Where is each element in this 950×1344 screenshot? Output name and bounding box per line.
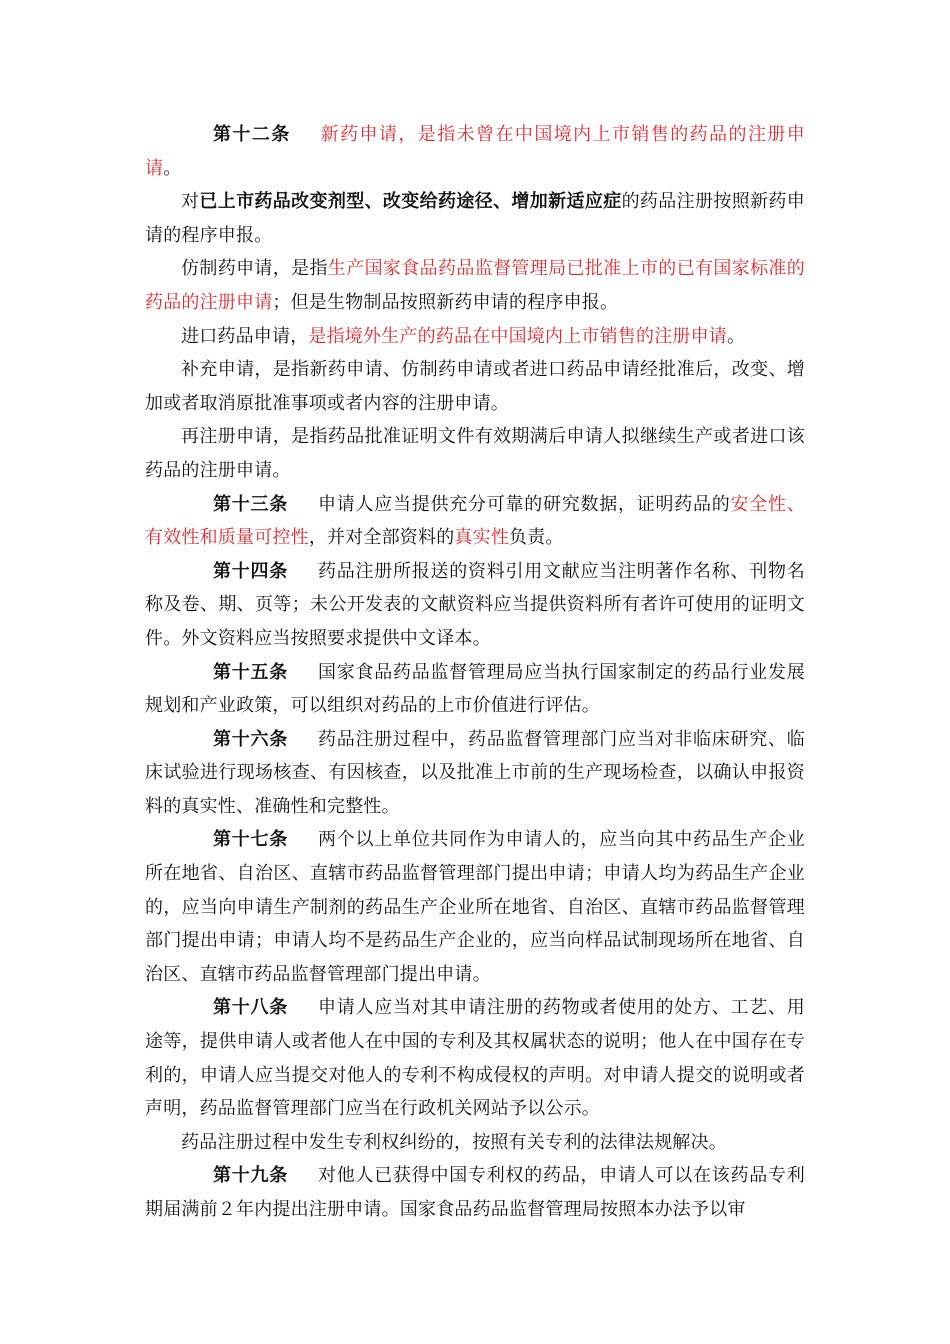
- body-paragraph: [145, 252, 805, 319]
- bold-text: 已上市药品改变剂型、改变给药途径、增加新适应症: [199, 191, 622, 213]
- article-paragraph: [145, 118, 805, 185]
- text-run: 申请人应当提供充分可靠的研究数据，证明药品的: [318, 493, 731, 515]
- text-run: 。: [727, 325, 746, 347]
- text-run: ，并对全部资料的: [308, 527, 455, 549]
- highlighted-text: 是指境外生产的药品在中国境内上市销售的注册申请: [308, 325, 728, 347]
- article-number: 第十八条: [213, 997, 289, 1019]
- text-run: 再注册申请，是指药品批准证明文件有效期满后申请人拟继续生产或者进口该药品的注册申请。: [145, 426, 805, 481]
- text-run: 国家食品药品监督管理局应当执行国家制定的药品行业发展规划和产业政策，可以组织对药品的上市价值进行评估。: [145, 661, 805, 717]
- text-run: 补充申请，是指新药申请、仿制药申请或者进口药品申请经批准后，改变、增加或者取消原批准事项或者内容的注册申请。: [145, 359, 805, 414]
- text-run: 两个以上单位共同作为申请人的，应当向其中药品生产企业所在地省、自治区、直辖市药品监督管理部门提出申请；申请人均为药品生产企业的，应当向申请生产制剂的药品生产企业所在地省、自治区、直辖市药品监督管理部门提出申请；申请人均不是药品生产企业的，应当向样品试制现场所在地省、自治区、直辖市药品监督管理部门提出申请。: [145, 829, 805, 985]
- text-run: ；但是生物制品按照新药申请的程序申报。: [272, 291, 619, 313]
- text-run: 申请人应当对其申请注册的药物或者使用的处方、工艺、用途等，提供申请人或者他人在中国的专利及其权属状态的说明；他人在中国存在专利的，申请人应当提交对他人的专利不构成侵权的声明。对申请人提交的说明或者声明，药品监督管理部门应当在行政机关网站予以公示。: [145, 997, 805, 1120]
- article-number: 第十七条: [213, 829, 289, 851]
- article-paragraph: [145, 723, 805, 824]
- body-paragraph: [145, 320, 805, 354]
- text-run: 药品注册过程中，药品监督管理部门应当对非临床研究、临床试验进行现场核查、有因核查，以及批准上市前的生产现场检查，以确认申报资料的真实性、准确性和完整性。: [145, 728, 805, 817]
- article-number: 第十六条: [213, 728, 289, 750]
- article-number: 第十五条: [213, 661, 289, 683]
- highlighted-text: 真实性: [454, 527, 510, 549]
- article-paragraph: [145, 991, 805, 1125]
- text-run: 进口药品申请，: [181, 325, 309, 347]
- body-paragraph: [145, 420, 805, 487]
- article-number: 第十三条: [213, 493, 289, 515]
- body-paragraph: [145, 353, 805, 420]
- body-paragraph: [145, 1126, 805, 1160]
- text-run: 负责。: [509, 527, 564, 549]
- article-number: 第十四条: [213, 560, 289, 582]
- highlighted-text: 生产国家食品药品监督管理局已批准上市的已有国家标准的药品的注册申请: [145, 258, 805, 313]
- text-run: 的药品注册按照新药申请的程序申报。: [145, 191, 805, 246]
- text-run: 药品注册所报送的资料引用文献应当注明著作名称、刊物名称及卷、期、页等；未公开发表的文献资料应当提供资料所有者许可使用的证明文件。外文资料应当按照要求提供中文译本。: [145, 560, 805, 649]
- article-paragraph: [145, 555, 805, 656]
- highlighted-text: 安全性、有效性和质量可控性: [145, 493, 805, 549]
- text-run: 药品注册过程中发生专利权纠纷的，按照有关专利的法律法规解决。: [181, 1131, 727, 1153]
- article-number: 第十二条: [213, 124, 291, 145]
- text-run: 仿制药申请，是指: [181, 258, 328, 280]
- article-paragraph: [145, 823, 805, 991]
- article-number: 第十九条: [213, 1165, 289, 1187]
- text-run: 。: [163, 157, 182, 179]
- body-paragraph: [145, 185, 805, 252]
- text-run: 对他人已获得中国专利权的药品，申请人可以在该药品专利期届满前２年内提出注册申请。国家食品药品监督管理局按照本办法予以审: [145, 1165, 805, 1220]
- highlighted-text: 新药申请，是指未曾在中国境内上市销售的药品的注册申请: [145, 124, 805, 179]
- article-paragraph: [145, 488, 805, 555]
- article-paragraph: [145, 1159, 805, 1226]
- text-run: 对: [181, 191, 200, 213]
- article-paragraph: [145, 656, 805, 723]
